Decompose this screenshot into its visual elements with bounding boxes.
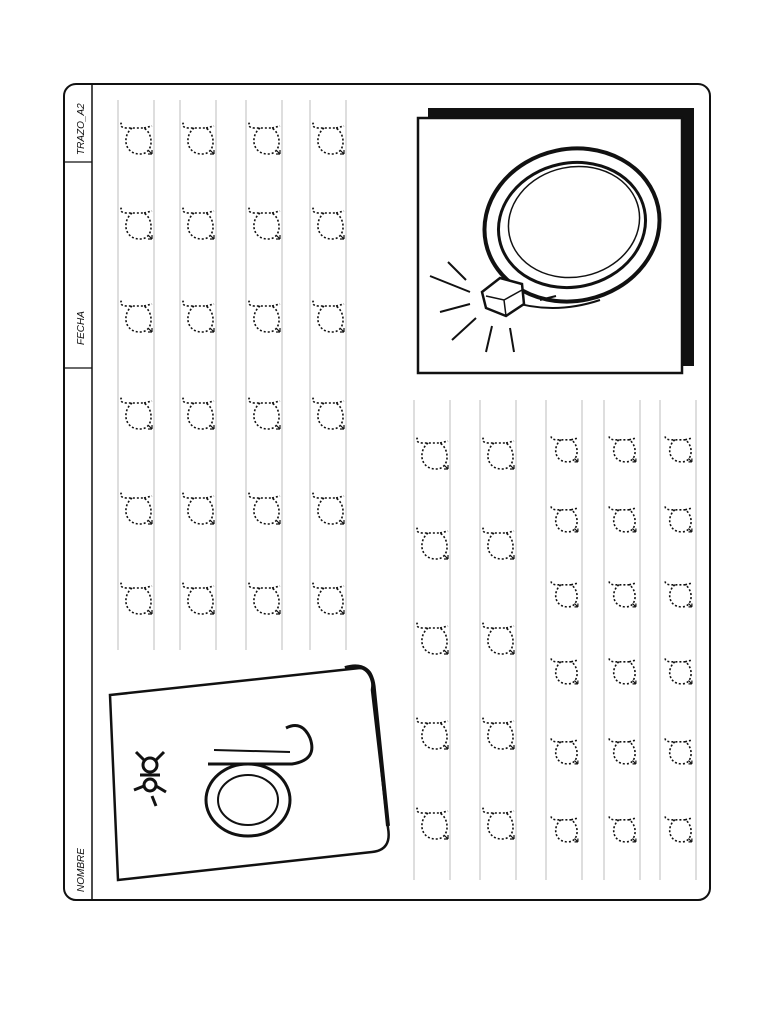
picture-box xyxy=(418,108,694,373)
code-label: TRAZO_A2 xyxy=(76,103,87,155)
letter-card xyxy=(110,666,389,880)
name-label: NOMBRE xyxy=(76,848,87,892)
date-label: FECHA xyxy=(76,311,87,345)
